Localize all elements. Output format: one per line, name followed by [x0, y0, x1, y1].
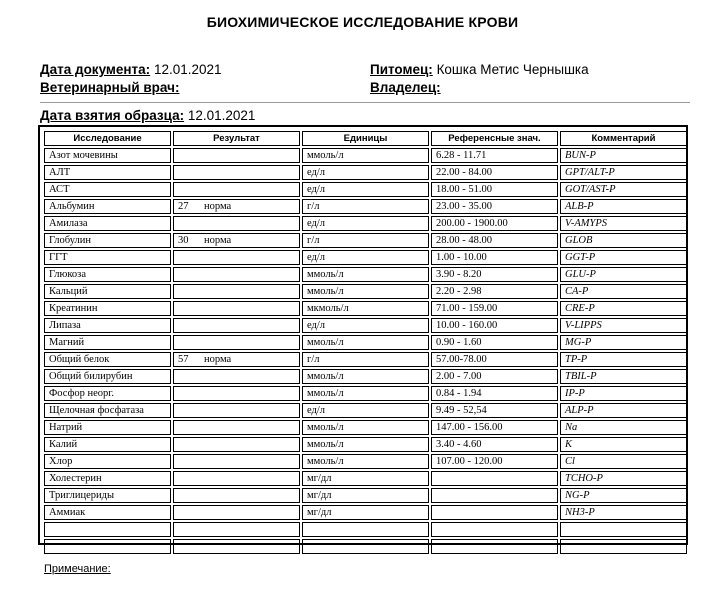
cell-comment: ALP-P [560, 403, 687, 418]
sample-date-value: 12.01.2021 [187, 108, 256, 123]
cell-test-name: Щелочная фосфатаза [44, 403, 171, 418]
table-row [44, 386, 687, 401]
cell-comment: TCHO-P [560, 471, 687, 486]
doc-date-row [40, 62, 222, 77]
cell-units: ед/л [302, 250, 429, 265]
divider [40, 102, 690, 103]
cell-test-name: Липаза [44, 318, 171, 333]
result-value: 57 [178, 354, 189, 365]
cell-reference: 147.00 - 156.00 [431, 420, 558, 435]
cell-test-name [44, 539, 171, 554]
result-note: норма [204, 235, 232, 246]
cell-units: ммоль/л [302, 369, 429, 384]
table-row [44, 454, 687, 469]
cell-result [173, 403, 300, 418]
table-row [44, 301, 687, 316]
page-title: БИОХИМИЧЕСКОЕ ИССЛЕДОВАНИЕ КРОВИ [206, 14, 519, 30]
cell-units: ммоль/л [302, 386, 429, 401]
cell-units: мг/дл [302, 471, 429, 486]
cell-units: ммоль/л [302, 454, 429, 469]
cell-comment: CA-P [560, 284, 687, 299]
cell-test-name: Кальций [44, 284, 171, 299]
owner-label: Владелец: [370, 80, 441, 95]
cell-units: мкмоль/л [302, 301, 429, 316]
cell-reference: 200.00 - 1900.00 [431, 216, 558, 231]
results-table-frame [38, 125, 688, 545]
cell-reference [431, 471, 558, 486]
cell-reference: 3.40 - 4.60 [431, 437, 558, 452]
cell-comment [560, 522, 687, 537]
cell-reference: 2.00 - 7.00 [431, 369, 558, 384]
cell-test-name: Общий белок [44, 352, 171, 367]
cell-result [173, 233, 300, 248]
table-row [44, 420, 687, 435]
cell-units: ммоль/л [302, 284, 429, 299]
pet-value: Кошка Метис Чернышка [436, 62, 589, 77]
cell-reference: 28.00 - 48.00 [431, 233, 558, 248]
cell-result [173, 267, 300, 282]
cell-reference: 22.00 - 84.00 [431, 165, 558, 180]
cell-comment: Na [560, 420, 687, 435]
result-note: норма [204, 201, 232, 212]
cell-result [173, 454, 300, 469]
cell-units: ед/л [302, 216, 429, 231]
cell-units: г/л [302, 352, 429, 367]
cell-comment: IP-P [560, 386, 687, 401]
cell-test-name: Фосфор неорг. [44, 386, 171, 401]
cell-result [173, 505, 300, 520]
cell-reference: 9.49 - 52,54 [431, 403, 558, 418]
cell-comment: V-AMYPS [560, 216, 687, 231]
table-row [44, 148, 687, 163]
cell-comment: GGT-P [560, 250, 687, 265]
table-header-row [44, 131, 687, 146]
cell-comment: MG-P [560, 335, 687, 350]
cell-test-name [44, 522, 171, 537]
cell-test-name: Альбумин [44, 199, 171, 214]
cell-comment: V-LIPPS [560, 318, 687, 333]
cell-result [173, 437, 300, 452]
cell-result [173, 522, 300, 537]
cell-test-name: Глобулин [44, 233, 171, 248]
table-row [44, 488, 687, 503]
table-row [44, 539, 687, 554]
cell-result [173, 199, 300, 214]
cell-result [173, 148, 300, 163]
header-result: Результат [173, 131, 300, 146]
cell-reference [431, 539, 558, 554]
cell-result [173, 216, 300, 231]
cell-units: ед/л [302, 403, 429, 418]
cell-units: ммоль/л [302, 420, 429, 435]
cell-reference: 0.84 - 1.94 [431, 386, 558, 401]
header-reference: Референсные знач. [431, 131, 558, 146]
cell-result [173, 420, 300, 435]
cell-test-name: Хлор [44, 454, 171, 469]
cell-comment: CRE-P [560, 301, 687, 316]
table-row [44, 471, 687, 486]
header-units: Единицы [302, 131, 429, 146]
cell-test-name: Калий [44, 437, 171, 452]
sample-date-label: Дата взятия образца: [40, 108, 185, 123]
table-row [44, 199, 687, 214]
table-row [44, 369, 687, 384]
cell-units: ед/л [302, 182, 429, 197]
cell-result [173, 182, 300, 197]
cell-units [302, 522, 429, 537]
cell-test-name: Азот мочевины [44, 148, 171, 163]
cell-comment: GOT/AST-P [560, 182, 687, 197]
table-row [44, 284, 687, 299]
table-row [44, 318, 687, 333]
cell-comment: GPT/ALT-P [560, 165, 687, 180]
cell-test-name: Холестерин [44, 471, 171, 486]
cell-reference: 3.90 - 8.20 [431, 267, 558, 282]
cell-units: ед/л [302, 165, 429, 180]
table-row [44, 522, 687, 537]
cell-result [173, 335, 300, 350]
cell-comment: NG-P [560, 488, 687, 503]
cell-test-name: ГГТ [44, 250, 171, 265]
table-row [44, 352, 687, 367]
cell-reference: 18.00 - 51.00 [431, 182, 558, 197]
cell-result [173, 284, 300, 299]
cell-result [173, 539, 300, 554]
cell-reference: 23.00 - 35.00 [431, 199, 558, 214]
cell-reference: 107.00 - 120.00 [431, 454, 558, 469]
cell-result [173, 318, 300, 333]
cell-comment: TBIL-P [560, 369, 687, 384]
results-table [42, 129, 689, 556]
cell-units [302, 539, 429, 554]
cell-units: ммоль/л [302, 267, 429, 282]
owner-row [370, 80, 441, 95]
cell-result [173, 165, 300, 180]
cell-test-name: АСТ [44, 182, 171, 197]
cell-units: ммоль/л [302, 437, 429, 452]
cell-units: мг/дл [302, 505, 429, 520]
cell-result [173, 488, 300, 503]
table-row [44, 335, 687, 350]
cell-reference [431, 505, 558, 520]
table-row [44, 403, 687, 418]
doc-date-value: 12.01.2021 [153, 62, 222, 77]
cell-units: г/л [302, 199, 429, 214]
cell-test-name: АЛТ [44, 165, 171, 180]
cell-test-name: Триглицериды [44, 488, 171, 503]
cell-result [173, 386, 300, 401]
cell-reference: 6.28 - 11.71 [431, 148, 558, 163]
table-row [44, 165, 687, 180]
cell-test-name: Общий билирубин [44, 369, 171, 384]
cell-test-name: Натрий [44, 420, 171, 435]
note-label: Примечание: [44, 563, 111, 575]
cell-result [173, 352, 300, 367]
cell-test-name: Магний [44, 335, 171, 350]
cell-units: ммоль/л [302, 335, 429, 350]
cell-reference: 0.90 - 1.60 [431, 335, 558, 350]
result-value: 30 [178, 235, 189, 246]
cell-comment: GLU-P [560, 267, 687, 282]
result-note: норма [204, 354, 232, 365]
cell-units: мг/дл [302, 488, 429, 503]
pet-label: Питомец: [370, 62, 433, 77]
table-row [44, 250, 687, 265]
cell-comment: TP-P [560, 352, 687, 367]
cell-reference: 2.20 - 2.98 [431, 284, 558, 299]
doc-date-label: Дата документа: [40, 62, 151, 77]
vet-row [40, 80, 179, 95]
cell-comment: BUN-P [560, 148, 687, 163]
pet-row [370, 62, 589, 77]
cell-result [173, 369, 300, 384]
cell-comment: GLOB [560, 233, 687, 248]
sample-date-row [40, 108, 255, 123]
table-row [44, 216, 687, 231]
header-comment: Комментарий [560, 131, 687, 146]
table-row [44, 233, 687, 248]
cell-result [173, 250, 300, 265]
table-row [44, 267, 687, 282]
cell-comment [560, 539, 687, 554]
table-row [44, 505, 687, 520]
cell-reference: 71.00 - 159.00 [431, 301, 558, 316]
cell-test-name: Креатинин [44, 301, 171, 316]
cell-result [173, 471, 300, 486]
cell-comment: K [560, 437, 687, 452]
cell-reference: 1.00 - 10.00 [431, 250, 558, 265]
cell-reference: 10.00 - 160.00 [431, 318, 558, 333]
cell-comment: Cl [560, 454, 687, 469]
table-row [44, 182, 687, 197]
cell-test-name: Аммиак [44, 505, 171, 520]
cell-reference [431, 488, 558, 503]
cell-comment: NH3-P [560, 505, 687, 520]
cell-test-name: Глюкоза [44, 267, 171, 282]
cell-reference: 57.00-78.00 [431, 352, 558, 367]
cell-comment: ALB-P [560, 199, 687, 214]
header-test: Исследование [44, 131, 171, 146]
vet-label: Ветеринарный врач: [40, 80, 180, 95]
cell-test-name: Амилаза [44, 216, 171, 231]
cell-units: ммоль/л [302, 148, 429, 163]
cell-result [173, 301, 300, 316]
table-row [44, 437, 687, 452]
cell-units: г/л [302, 233, 429, 248]
cell-units: ед/л [302, 318, 429, 333]
result-value: 27 [178, 201, 189, 212]
cell-reference [431, 522, 558, 537]
